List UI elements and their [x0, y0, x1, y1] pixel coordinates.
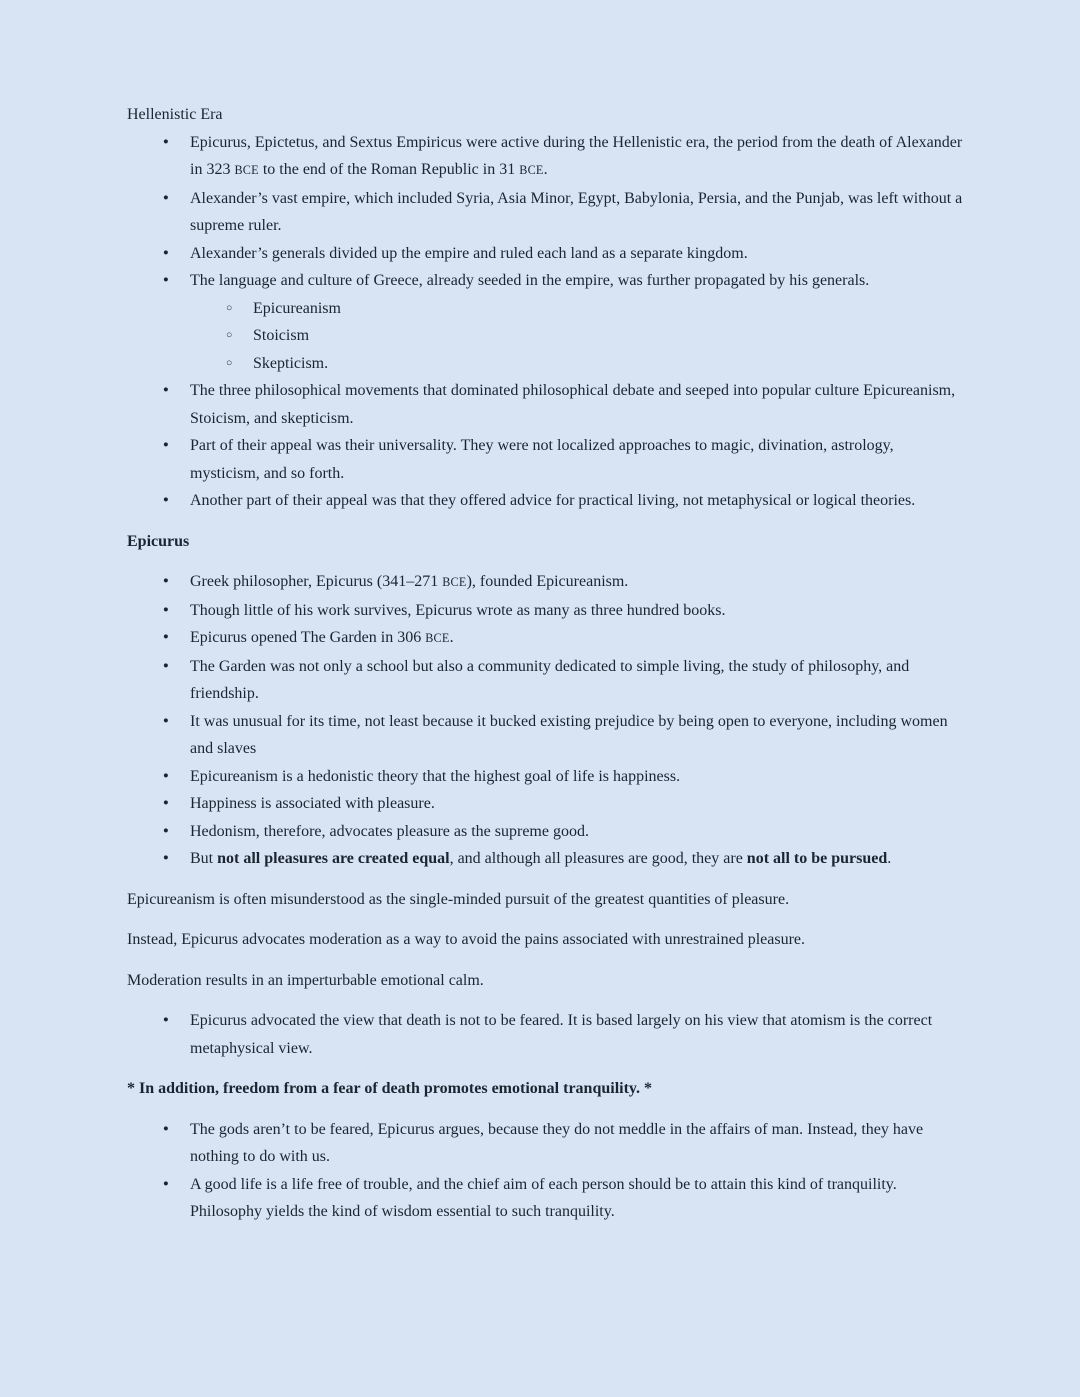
list-item-text [190, 713, 948, 758]
text-run: Epicurus advocated the view that death is not to be feared. It is based largely on his view that atomism is the correct metaphysical view. [190, 1012, 933, 1057]
list-item-text [190, 190, 962, 235]
list-item-text [190, 492, 915, 509]
list-item [127, 129, 963, 185]
text-run: Epicureanism is a hedonistic theory that the highest goal of life is happiness. [190, 767, 681, 785]
list-item-text [190, 850, 891, 867]
text-run: Epicureanism is often misunderstood as the single-minded pursuit of the greatest quantities of pleasure. [127, 890, 790, 908]
list-item-text [190, 795, 435, 812]
list-item-text [253, 327, 309, 344]
list-item [127, 708, 963, 763]
text-run: . [887, 850, 892, 867]
list-item-text [190, 768, 680, 785]
hollow-bullet-icon: ○ [226, 357, 233, 369]
text-run: A good life is a life free of trouble, and the chief aim of each person should be to attain this kind of tranquility. Philosophy yields the kind of wisdom essential to such tranquility. [190, 1175, 897, 1220]
text-run: Though little of his work survives, Epicurus wrote as many as three hundred books. [190, 601, 726, 619]
paragraph-calm [127, 967, 963, 995]
list-item [127, 240, 963, 268]
text-run: Epicurus, Epictetus, and Sextus Empiricus were active during the Hellenistic era, the period from the death of Alexander in 323 [190, 133, 963, 178]
bold-text-run: not all to be pursued [746, 850, 888, 867]
text-run: Moderation results in an imperturbable emotional calm. [127, 971, 484, 989]
section-heading-hellenistic-era [127, 101, 963, 129]
text-run: to the end of the Roman Republic in 31 [258, 161, 520, 178]
list-item [127, 653, 963, 708]
text-run: The three philosophical movements that dominated philosophical debate and seeped into popular culture Epicureanism, Stoicism, and skepticism. [190, 382, 956, 427]
list-item [127, 432, 963, 487]
text-run: Another part of their appeal was that they offered advice for practical living, not metaphysical or logical theories. [190, 492, 916, 509]
text-run: Hedonism, therefore, advocates pleasure as the supreme good. [190, 822, 589, 840]
list-item-text [253, 300, 341, 317]
list-item [127, 845, 963, 873]
list-item [127, 267, 963, 295]
list-item [127, 763, 963, 791]
paragraph-moderation [127, 926, 963, 954]
filled-bullet-icon: ● [163, 1015, 169, 1025]
list-item [127, 322, 963, 350]
filled-bullet-icon: ● [163, 385, 169, 395]
paragraph-misunderstood [127, 886, 963, 914]
list-item [127, 487, 963, 515]
text-run: The Garden was not only a school but also a community dedicated to simple living, the study of philosophy, and friendship. [190, 657, 910, 702]
list-item [127, 1116, 963, 1171]
filled-bullet-icon: ● [163, 715, 169, 726]
smallcaps-text-run: BCE [425, 631, 450, 645]
text-run: ), founded Epicureanism. [466, 573, 629, 590]
list-item-text [190, 134, 962, 179]
text-run: * In addition, freedom from a fear of death promotes emotional tranquility. * [127, 1080, 653, 1097]
text-run: , and although all pleasures are good, they are [449, 850, 747, 867]
list-item-text [190, 1012, 932, 1057]
filled-bullet-icon: ● [163, 1123, 169, 1134]
text-run: It was unusual for its time, not least because it bucked existing prejudice by being open to everyone, including women and slaves [190, 712, 948, 757]
smallcaps-text-run: BCE [442, 575, 467, 589]
text-run: Epicurus [127, 532, 190, 550]
list-item-text [190, 629, 454, 646]
hollow-bullet-icon: ○ [226, 302, 233, 314]
list-item [127, 377, 963, 432]
section-heading-epicurus [127, 528, 963, 556]
filled-bullet-icon: ● [163, 192, 169, 203]
filled-bullet-icon: ● [163, 853, 169, 863]
list-item [127, 1007, 963, 1062]
filled-bullet-icon: ● [163, 495, 169, 505]
list-item [127, 1171, 963, 1226]
text-run: Skepticism. [253, 354, 329, 372]
text-run: Greek philosopher, Epicurus (341–271 [190, 573, 443, 590]
filled-bullet-icon: ● [163, 576, 169, 586]
filled-bullet-icon: ● [163, 275, 169, 285]
list-item [127, 818, 963, 846]
list-item-text [190, 573, 628, 590]
list-item-text [190, 245, 748, 262]
filled-bullet-icon: ● [163, 247, 169, 258]
text-run: Happiness is associated with pleasure. [190, 795, 435, 812]
text-run: Epicureanism [253, 299, 341, 317]
list-item-text [190, 602, 725, 619]
list-item-text [190, 437, 894, 482]
filled-bullet-icon: ● [163, 136, 169, 147]
text-run: Instead, Epicurus advocates moderation as a way to avoid the pains associated with unrestrained pleasure. [127, 931, 805, 948]
smallcaps-text-run: BCE [519, 163, 544, 177]
text-run: . [449, 629, 454, 646]
filled-bullet-icon: ● [163, 798, 169, 808]
bullet-list [127, 129, 963, 515]
filled-bullet-icon: ● [163, 660, 169, 671]
text-run: But [190, 850, 218, 867]
text-run: . [543, 161, 548, 178]
list-item [127, 790, 963, 818]
text-run: Stoicism [253, 327, 310, 344]
bullet-list [127, 568, 963, 873]
text-run: Epicurus opened The Garden in 306 [190, 629, 426, 646]
smallcaps-text-run: BCE [234, 163, 259, 177]
filled-bullet-icon: ● [163, 770, 169, 781]
filled-bullet-icon: ● [163, 440, 169, 450]
bullet-list [127, 1116, 963, 1226]
filled-bullet-icon: ● [163, 604, 169, 615]
list-item-text [190, 1121, 923, 1166]
text-run: Part of their appeal was their universality. They were not localized approaches to magic, divination, astrology, mysticism, and so forth. [190, 437, 894, 482]
filled-bullet-icon: ● [163, 632, 169, 642]
filled-bullet-icon: ● [163, 1178, 169, 1189]
list-item [127, 624, 963, 653]
text-run: The language and culture of Greece, already seeded in the empire, was further propagated by his generals. [190, 272, 870, 289]
paragraph-tranquility-note [127, 1075, 963, 1103]
text-run: The gods aren’t to be feared, Epicurus argues, because they do not meddle in the affairs of man. Instead, they have nothing to do with us. [190, 1120, 924, 1165]
bold-text-run: not all pleasures are created equal [217, 850, 450, 867]
list-item-text [190, 823, 589, 840]
list-item-text [190, 382, 955, 427]
list-item [127, 295, 963, 323]
list-item [127, 568, 963, 597]
list-item [127, 185, 963, 240]
text-run: Hellenistic Era [127, 106, 223, 123]
bullet-list [127, 1007, 963, 1062]
list-item [127, 597, 963, 625]
text-run: Alexander’s vast empire, which included Syria, Asia Minor, Egypt, Babylonia, Persia, and the Punjab, was left without a supreme ruler. [190, 189, 963, 234]
list-item-text [253, 355, 328, 372]
text-run: Alexander’s generals divided up the empire and ruled each land as a separate kingdom. [190, 244, 748, 262]
filled-bullet-icon: ● [163, 825, 169, 836]
list-item-text [190, 658, 909, 703]
hollow-bullet-icon: ○ [226, 330, 233, 341]
list-item-text [190, 272, 869, 289]
list-item [127, 350, 963, 378]
list-item-text [190, 1176, 897, 1221]
